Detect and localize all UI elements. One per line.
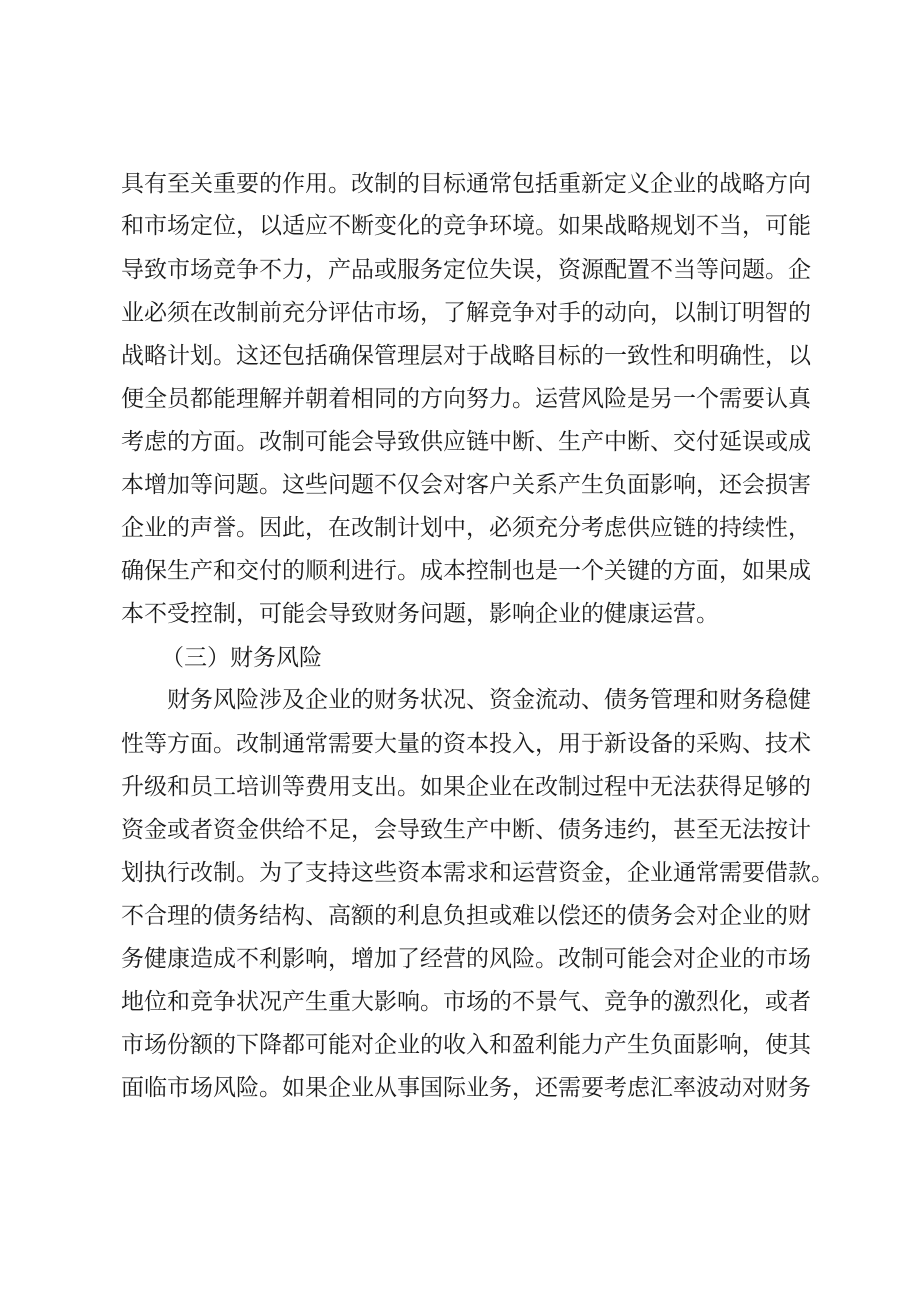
paragraph-line: 考虑的方面。改制可能会导致供应链中断、生产中断、交付延误或成 [121, 429, 811, 455]
paragraph-line: 性等方面。改制通常需要大量的资本投入，用于新设备的采购、技术 [121, 731, 811, 757]
paragraph-line: 资金或者资金供给不足，会导致生产中断、债务违约，甚至无法按计 [121, 817, 811, 843]
section-heading: （三）财务风险 [161, 645, 322, 671]
paragraph-line: 面临市场风险。如果企业从事国际业务，还需要考虑汇率波动对财务 [121, 1075, 811, 1101]
paragraph-line: 市场份额的下降都可能对企业的收入和盈利能力产生负面影响，使其 [121, 1032, 811, 1058]
paragraph-line: 本增加等问题。这些问题不仅会对客户关系产生负面影响，还会损害 [121, 472, 811, 498]
paragraph-line: 务健康造成不利影响，增加了经营的风险。改制可能会对企业的市场 [121, 946, 811, 972]
paragraph-line: 升级和员工培训等费用支出。如果企业在改制过程中无法获得足够的 [121, 774, 811, 800]
paragraph-line: 财务风险涉及企业的财务状况、资金流动、债务管理和财务稳健 [167, 687, 811, 713]
paragraph-line: 业必须在改制前充分评估市场，了解竞争对手的动向，以制订明智的 [121, 300, 811, 326]
paragraph-line: 导致市场竞争不力，产品或服务定位失误，资源配置不当等问题。企 [121, 257, 811, 283]
paragraph-line: 地位和竞争状况产生重大影响。市场的不景气、竞争的激烈化，或者 [121, 989, 811, 1015]
paragraph-line: 划执行改制。为了支持这些资本需求和运营资金，企业通常需要借款。 [121, 860, 834, 886]
paragraph-line: 战略计划。这还包括确保管理层对于战略目标的一致性和明确性，以 [121, 343, 811, 369]
paragraph-line: 企业的声誉。因此，在改制计划中，必须充分考虑供应链的持续性， [121, 515, 811, 541]
paragraph-line: 不合理的债务结构、高额的利息负担或难以偿还的债务会对企业的财 [121, 903, 811, 929]
paragraph-line: 和市场定位，以适应不断变化的竞争环境。如果战略规划不当，可能 [121, 213, 811, 239]
paragraph-line: 本不受控制，可能会导致财务问题，影响企业的健康运营。 [121, 601, 719, 627]
paragraph-line: 具有至关重要的作用。改制的目标通常包括重新定义企业的战略方向 [121, 171, 811, 197]
paragraph-line: 便全员都能理解并朝着相同的方向努力。运营风险是另一个需要认真 [121, 386, 811, 412]
paragraph-line: 确保生产和交付的顺利进行。成本控制也是一个关键的方面，如果成 [121, 558, 811, 584]
